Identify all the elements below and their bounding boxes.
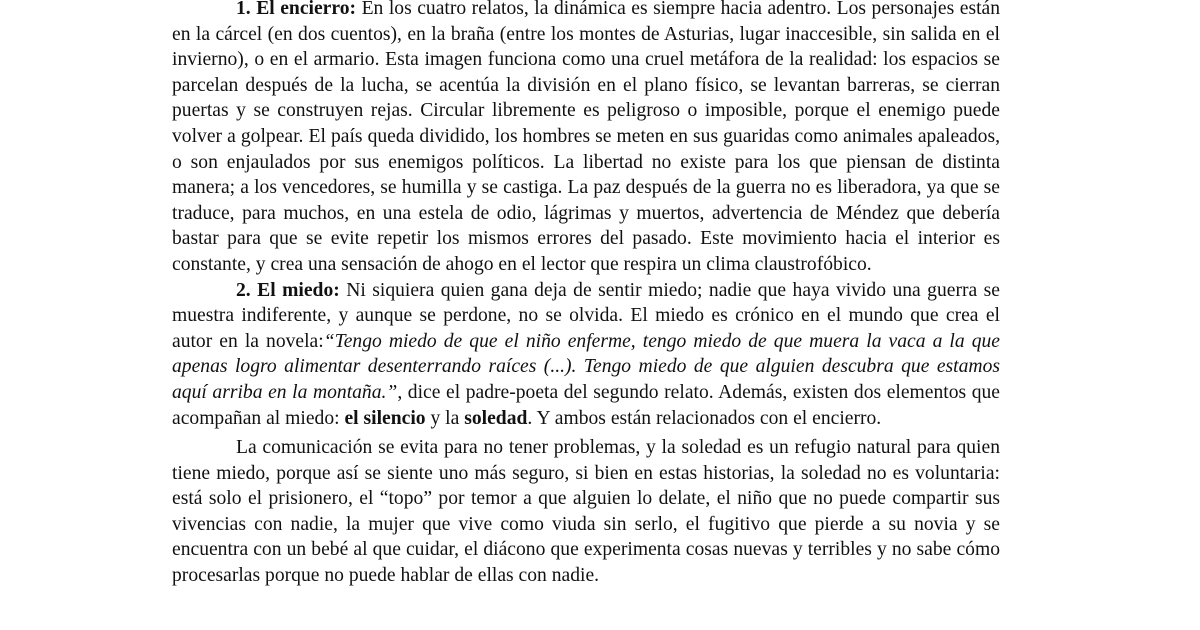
- section-title: El miedo:: [257, 279, 340, 301]
- section-title: El encierro:: [256, 0, 357, 19]
- section-body-continued: , dice el padre-poeta del segundo relato. Además, existen dos elementos que acompañan al miedo:: [172, 381, 1000, 429]
- term-soledad: soledad: [464, 407, 528, 429]
- paragraph-body: La comunicación se evita para no tener problemas, y la soledad es un refugio natural para quien tiene miedo, porque así se siente uno más seguro, si bien en estas historias, la soledad no es voluntaria: está solo el prisionero, el “topo” por temor a que alguien lo delate, el niño que no puede compartir sus vivencias con nadie, la mujer que vive como viuda sin serlo, el fugitivo que pierde a su novia y se encuentra con un bebé al que cuidar, el diácono que experimenta cosas nuevas y terribles y no sabe cómo procesarlas porque no puede hablar de ellas con nadie.: [172, 437, 1000, 587]
- section-miedo: [172, 278, 1000, 432]
- paragraph-comunicacion: [172, 435, 1000, 589]
- section-encierro: [172, 0, 1000, 278]
- section-body-end: . Y ambos están relacionados con el encierro.: [527, 407, 882, 429]
- section-number: 1.: [236, 0, 251, 19]
- novel-quote: “Tengo miedo de que el niño enferme, tengo miedo de que muera la vaca a la que apenas logro alimentar desenterrando raíces (...). Tengo miedo de que alguien descubra que estamos aquí arriba en la montaña.”: [172, 330, 1000, 403]
- section-body: Ni siquiera quien gana deja de sentir miedo; nadie que haya vivido una guerra se muestra indiferente, y aunque se perdone, no se olvida. El miedo es crónico en el mundo que crea el autor en la novela:: [172, 279, 1000, 352]
- section-body: En los cuatro relatos, la dinámica es siempre hacia adentro. Los personajes están en la cárcel (en dos cuentos), en la braña (entre los montes de Asturias, lugar inaccesible, sin salida en el invierno), o en el armario. Esta imagen funciona como una cruel metáfora de la realidad: los espacios se parcelan después de la lucha, se acentúa la división en el plano físico, se levantan barreras, se cierran puertas y se construyen rejas. Circular libremente es peligroso o imposible, porque el enemigo puede volver a golpear. El país queda dividido, los hombres se meten en sus guaridas como animales apaleados, o son enjaulados por sus enemigos políticos. La libertad no existe para los que piensan de distinta manera; a los vencedores, se humilla y se castiga. La paz después de la guerra no es liberadora, ya que se traduce, para muchos, en una estela de odio, lágrimas y muertos, advertencia de Méndez que debería bastar para que se evite repetir los mismos errores del pasado. Este movimiento hacia el interior es constante, y crea una sensación de ahogo en el lector que respira un clima claustrofóbico.: [172, 0, 1001, 275]
- connector-text: y la: [430, 407, 460, 429]
- term-silencio: el silencio: [344, 407, 426, 429]
- section-number: 2.: [236, 279, 251, 301]
- document-page: [172, 0, 1000, 589]
